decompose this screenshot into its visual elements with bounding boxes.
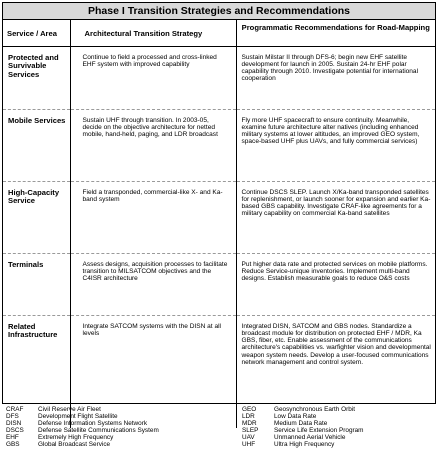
row-recommendations: Sustain Milstar II through DFS-6; begin new EHF satellite development for launch in 2005. Sustain 24-hr EHF polar capability through 2010. Investigate potential for international cooperation (236, 46, 435, 109)
abbreviation-description: Ultra High Frequency (274, 441, 335, 449)
abbreviation-item (6, 406, 226, 413)
strategy-table-frame (2, 2, 436, 404)
row-area: High-Capacity Service (3, 181, 70, 253)
abbreviation-code: UHF (242, 441, 256, 449)
abbreviation-code: GEO (242, 406, 257, 413)
abbreviation-code: DISN (6, 420, 22, 428)
header-area: Service / Area (3, 20, 70, 46)
abbreviation-description: Defense Satellite Communications System (38, 427, 159, 435)
abbreviation-code: DFS (6, 413, 19, 421)
table-title: Phase I Transition Strategies and Recommendations (3, 3, 435, 20)
abbreviation-description: Defense Information Systems Network (38, 420, 148, 428)
table-row (3, 253, 435, 315)
abbreviation-item (6, 420, 226, 427)
abbreviation-description: Global Broadcast Service (38, 441, 111, 449)
abbreviation-item (242, 434, 437, 441)
abbreviation-description: Unmanned Aerial Vehicle (274, 434, 346, 442)
abbreviation-description: Civil Reserve Air Fleet (38, 406, 101, 413)
header-row (3, 20, 435, 46)
abbreviation-item (6, 434, 226, 441)
row-area: Protected and Survivable Services (3, 46, 70, 109)
header-recommendations: Programmatic Recommendations for Road-Mapping (236, 20, 435, 46)
row-strategy: Sustain UHF through transition. In 2003-05, decide on the objective architecture for netted mobile, hand-held, paging, and LDR broadcast (70, 109, 236, 181)
abbreviation-code: DSCS (6, 427, 24, 435)
abbreviation-code: UAV (242, 434, 255, 442)
abbreviation-code: MDR (242, 420, 257, 428)
abbreviation-description: Service Life Extension Program (274, 427, 364, 435)
abbreviation-description: Extremely High Frequency (38, 434, 114, 442)
abbreviation-description: Low Data Rate (274, 413, 317, 421)
abbreviation-item (242, 441, 437, 448)
row-area: Mobile Services (3, 109, 70, 181)
abbreviations-left (6, 406, 226, 449)
abbreviation-description: Geosynchronous Earth Orbit (274, 406, 355, 413)
row-strategy: Assess designs, acquisition processes to facilitate transition to MILSATCOM objectives and the C4ISR architecture (70, 253, 236, 315)
table-row (3, 46, 435, 109)
abbreviation-item (242, 406, 437, 413)
row-recommendations: Put higher data rate and protected services on mobile platforms. Reduce Service-unique inventories. Implement multi-band designs. Establish measurable goals to reduce O&S costs (236, 253, 435, 315)
abbreviation-item (242, 420, 437, 427)
abbreviation-item (242, 413, 437, 420)
abbreviation-code: GBS (6, 441, 20, 449)
abbreviation-item (6, 427, 226, 434)
row-strategy: Integrate SATCOM systems with the DISN at all levels (70, 315, 236, 428)
row-area: Related Infrastructure (8, 321, 58, 340)
row-area: Terminals (3, 253, 70, 315)
row-recommendations: Integrated DISN, SATCOM and GBS nodes. Standardize a broadcast module for distribution on protected EHF / MDR, Ka GBS, fiber, etc. Enable assessment of the communications architecture's capabilities vs. warfighter vision and developmental weapon system needs. Develop a user-focused communications network management and control system. (236, 315, 435, 428)
header-strategy: Architectural Transition Strategy (70, 20, 236, 46)
abbreviation-description: Medium Data Rate (274, 420, 328, 428)
table-row (3, 109, 435, 181)
row-recommendations: Continue DSCS SLEP. Launch X/Ka-band transponded satellites for replenishment, or launch sooner for expansion and earlier Ka-based GBS capability. Investigate CRAF-like agreements for a military capability on commercial Ka-band satellites (236, 181, 435, 253)
abbreviations-right (242, 406, 437, 449)
abbreviation-item (6, 413, 226, 420)
row-recommendations: Fly more UHF spacecraft to ensure continuity. Meanwhile, examine future architecture alter natives (including enhanced military systems at lower altitudes, an improved GEO system, space-based UHF plus UAVs, and fully commercial services) (236, 109, 435, 181)
abbreviation-item (6, 441, 226, 448)
abbreviation-code: LDR (242, 413, 255, 421)
abbreviation-code: CRAF (6, 406, 24, 413)
row-strategy: Field a transponded, commercial-like X- and Ka-band system (70, 181, 236, 253)
abbreviation-code: EHF (6, 434, 19, 442)
strategy-table (3, 20, 435, 428)
table-row (3, 181, 435, 253)
abbreviation-item (242, 427, 437, 434)
row-strategy: Continue to field a processed and cross-linked EHF system with improved capability (70, 46, 236, 109)
abbreviation-code: SLEP (242, 427, 259, 435)
abbreviation-description: Development Flight Satellite (38, 413, 118, 421)
